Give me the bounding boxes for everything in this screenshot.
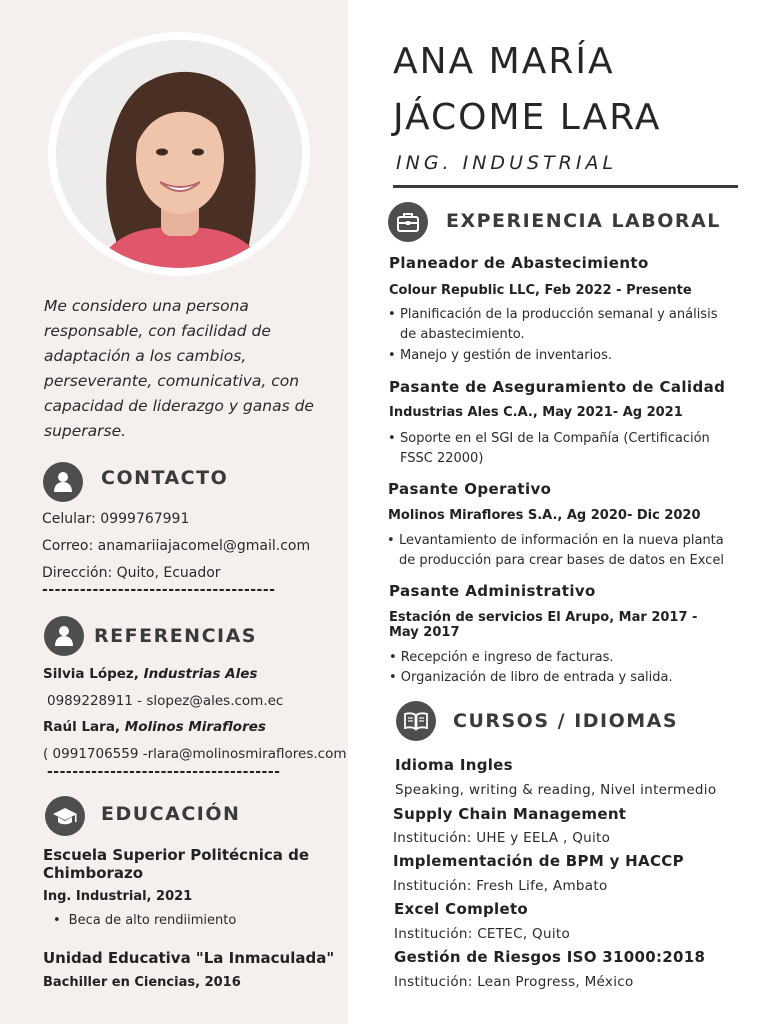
- main-column: [348, 0, 768, 1024]
- reference-name: [43, 666, 257, 682]
- user-icon: [43, 462, 83, 502]
- experience-heading: EXPERIENCIA LABORAL: [446, 210, 721, 232]
- job-bullet: [387, 531, 744, 571]
- reference-name: [43, 719, 266, 735]
- course-detail: Speaking, writing & reading, Nivel intermedio: [395, 782, 717, 798]
- job-bullet-text: Planificación de la producción semanal y análisis de abastecimiento.: [400, 307, 718, 342]
- profile-photo-frame: [48, 32, 310, 276]
- profile-photo: [56, 40, 302, 268]
- job-role: ING. INDUSTRIAL: [396, 152, 618, 174]
- job-bullet: [388, 346, 740, 366]
- job-company: Colour Republic LLC, Feb 2022 - Presente: [389, 283, 692, 298]
- course-title: Excel Completo: [394, 900, 529, 918]
- name-first-line: ANA MARÍA: [393, 41, 615, 82]
- job-bullet: [388, 429, 720, 469]
- job-company: Industrias Ales C.A., May 2021- Ag 2021: [389, 405, 683, 420]
- profile-summary: Me considero una persona responsable, con facilidad de adaptación a los cambios, perseverante, comunicativa, con capacidad de liderazgo y ganas de superarse.: [44, 297, 314, 440]
- education-school: Escuela Superior Politécnica de Chimborazo: [43, 846, 310, 882]
- sidebar: [0, 0, 348, 1024]
- reference-company: Industrias Ales: [143, 666, 258, 682]
- name-second-line: JÁCOME LARA: [393, 97, 662, 138]
- education-note: • Beca de alto rendiimiento: [53, 913, 236, 928]
- job-title: Pasante de Aseguramiento de Calidad: [389, 378, 726, 396]
- job-company: Molinos Miraflores S.A., Ag 2020- Dic 2020: [388, 508, 701, 523]
- reference-company: Molinos Miraflores: [124, 719, 266, 735]
- portrait-illustration: [56, 40, 302, 268]
- graduation-cap-icon: [45, 796, 85, 836]
- job-bullet-text: • Organización de libro de entrada y salida.: [389, 670, 673, 685]
- divider: -------------------------------------: [47, 764, 281, 780]
- job-title: Pasante Administrativo: [389, 582, 596, 600]
- open-book-icon: [396, 701, 436, 741]
- reference-person: Raúl Lara,: [43, 719, 121, 735]
- bullet-dot: •: [388, 348, 396, 363]
- course-title: Supply Chain Management: [393, 805, 627, 823]
- course-title: Gestión de Riesgos ISO 31000:2018: [394, 948, 706, 966]
- education-school: Unidad Educativa "La Inmaculada": [43, 949, 335, 967]
- course-title: Idioma Ingles: [395, 756, 513, 774]
- education-degree: Ing. Industrial, 2021: [43, 889, 193, 904]
- job-bullet: [388, 305, 730, 345]
- reference-contact: ( 0991706559 -rlara@molinosmiraflores.com: [43, 746, 347, 762]
- contact-email: Correo: anamariiajacomel@gmail.com: [42, 538, 311, 554]
- job-bullet-text: Manejo y gestión de inventarios.: [400, 348, 613, 363]
- course-detail: Institución: Fresh Life, Ambato: [393, 878, 608, 894]
- reference-person: Silvia López,: [43, 666, 139, 682]
- education-heading: EDUCACIÓN: [101, 803, 241, 825]
- job-bullet-text: • Recepción e ingreso de facturas.: [389, 650, 614, 665]
- job-bullet-text: Levantamiento de información en la nueva planta de producción para crear bases de datos en Excel: [399, 533, 724, 568]
- course-detail: Institución: CETEC, Quito: [394, 926, 571, 942]
- job-title: Pasante Operativo: [388, 480, 552, 498]
- contact-phone: Celular: 0999767991: [42, 511, 190, 527]
- divider: -------------------------------------: [42, 582, 276, 598]
- bullet-dot: •: [388, 307, 396, 322]
- course-detail: Institución: Lean Progress, México: [394, 974, 634, 990]
- job-company: Estación de servicios El Arupo, Mar 2017 - May 2017: [389, 610, 698, 640]
- course-detail: Institución: UHE y EELA , Quito: [393, 830, 611, 846]
- briefcase-icon: [388, 202, 428, 242]
- course-title: Implementación de BPM y HACCP: [393, 852, 684, 870]
- references-heading: REFERENCIAS: [94, 625, 257, 647]
- bullet-dot: •: [388, 431, 396, 446]
- reference-contact: 0989228911 - slopez@ales.com.ec: [47, 693, 284, 709]
- contact-heading: CONTACTO: [101, 467, 229, 489]
- bullet-dot: •: [387, 533, 395, 548]
- courses-heading: CURSOS / IDIOMAS: [453, 710, 679, 732]
- contact-address: Dirección: Quito, Ecuador: [42, 565, 221, 581]
- education-degree: Bachiller en Ciencias, 2016: [43, 975, 241, 990]
- user-icon: [44, 616, 84, 656]
- job-title: Planeador de Abastecimiento: [389, 254, 649, 272]
- title-underline: [393, 185, 738, 188]
- job-bullet-text: Soporte en el SGI de la Compañía (Certificación FSSC 22000): [400, 431, 710, 466]
